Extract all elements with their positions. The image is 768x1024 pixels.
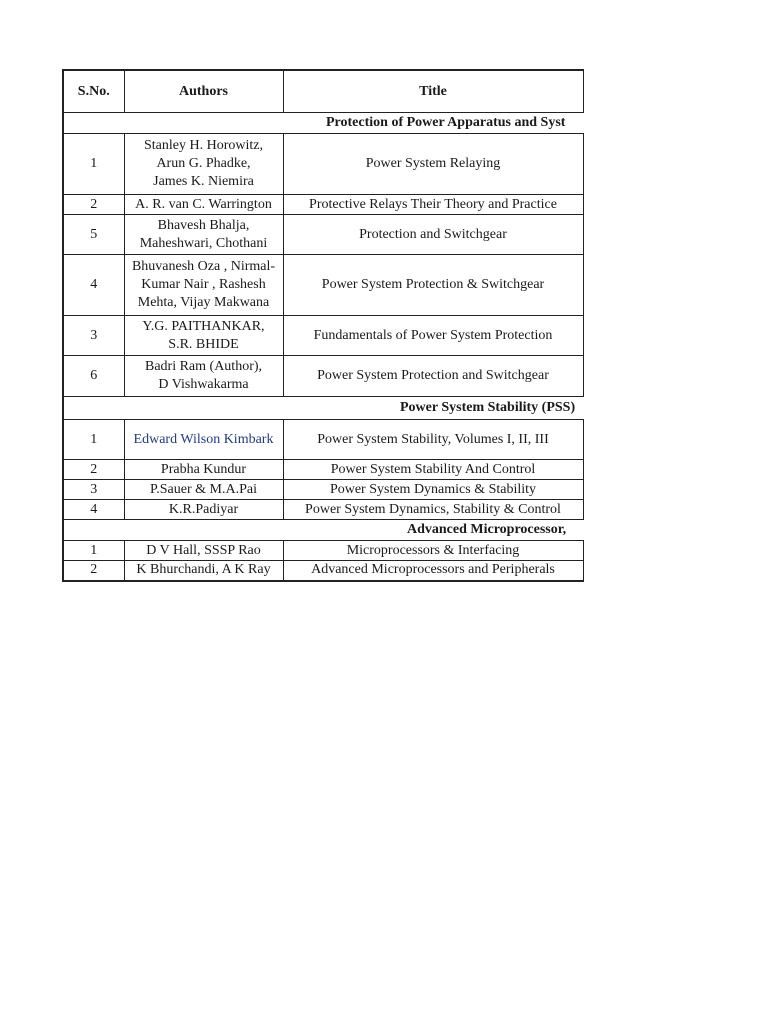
- header-authors: Authors: [124, 70, 283, 113]
- cell-sno: 4: [63, 255, 124, 316]
- cell-authors: Badri Ram (Author), D Vishwakarma: [124, 356, 283, 397]
- cell-extra: [583, 500, 584, 520]
- section-title: Power System Stability (PSS): [63, 397, 584, 420]
- cell-title: Power System Stability, Volumes I, II, III: [283, 420, 583, 460]
- cell-sno: 3: [63, 316, 124, 356]
- table-row: [63, 460, 584, 480]
- table-row: [63, 541, 584, 561]
- cell-title: Protective Relays Their Theory and Practice: [283, 195, 583, 215]
- cell-extra: [583, 561, 584, 581]
- cell-title: Power System Protection and Switchgear: [283, 356, 583, 397]
- table-row: [63, 356, 584, 397]
- cell-sno: 1: [63, 134, 124, 195]
- section-title: Advanced Microprocessor,: [63, 520, 584, 541]
- cell-title: Power System Dynamics & Stability: [283, 480, 583, 500]
- table-row: [63, 316, 584, 356]
- cell-sno: 6: [63, 356, 124, 397]
- cell-extra: [583, 316, 584, 356]
- cell-authors: K Bhurchandi, A K Ray: [124, 561, 283, 581]
- cell-authors: A. R. van C. Warrington: [124, 195, 283, 215]
- table-row: [63, 195, 584, 215]
- cell-authors: Edward Wilson Kimbark: [124, 420, 283, 460]
- cell-authors: Y.G. PAITHANKAR, S.R. BHIDE: [124, 316, 283, 356]
- cell-authors: Stanley H. Horowitz, Arun G. Phadke, James K. Niemira: [124, 134, 283, 195]
- cell-title: Microprocessors & Interfacing: [283, 541, 583, 561]
- section-title: Protection of Power Apparatus and Syst: [63, 113, 584, 134]
- cell-authors: Bhavesh Bhalja, Maheshwari, Chothani: [124, 215, 283, 255]
- section-row: [63, 397, 584, 420]
- header-sno: S.No.: [63, 70, 124, 113]
- cell-sno: 2: [63, 195, 124, 215]
- cell-authors: Bhuvanesh Oza , Nirmal- Kumar Nair , Rashesh Mehta, Vijay Makwana: [124, 255, 283, 316]
- cell-title: Fundamentals of Power System Protection: [283, 316, 583, 356]
- cell-sno: 5: [63, 215, 124, 255]
- cell-authors: D V Hall, SSSP Rao: [124, 541, 283, 561]
- header-title: Title: [283, 70, 583, 113]
- table-row: [63, 215, 584, 255]
- table-row: [63, 561, 584, 581]
- cell-extra: [583, 460, 584, 480]
- table-row: [63, 420, 584, 460]
- cell-sno: 1: [63, 541, 124, 561]
- cell-title: Advanced Microprocessors and Peripherals: [283, 561, 583, 581]
- section-row: [63, 113, 584, 134]
- cell-title: Power System Relaying: [283, 134, 583, 195]
- header-extra: [583, 70, 584, 113]
- book-table: [62, 69, 584, 582]
- table-row: [63, 255, 584, 316]
- cell-title: Power System Stability And Control: [283, 460, 583, 480]
- table-row: [63, 480, 584, 500]
- cell-extra: [583, 356, 584, 397]
- cell-extra: [583, 134, 584, 195]
- cell-authors: P.Sauer & M.A.Pai: [124, 480, 283, 500]
- table-row: [63, 500, 584, 520]
- cell-title: Power System Protection & Switchgear: [283, 255, 583, 316]
- cell-extra: [583, 541, 584, 561]
- header-row: [63, 70, 584, 113]
- cell-authors: K.R.Padiyar: [124, 500, 283, 520]
- cell-extra: [583, 420, 584, 460]
- cell-title: Protection and Switchgear: [283, 215, 583, 255]
- cell-extra: [583, 255, 584, 316]
- section-row: [63, 520, 584, 541]
- cell-authors: Prabha Kundur: [124, 460, 283, 480]
- cell-sno: 1: [63, 420, 124, 460]
- cell-sno: 2: [63, 460, 124, 480]
- cell-sno: 3: [63, 480, 124, 500]
- cell-extra: [583, 195, 584, 215]
- cell-sno: 2: [63, 561, 124, 581]
- table-row: [63, 134, 584, 195]
- book-table-viewport: [62, 69, 584, 582]
- cell-title: Power System Dynamics, Stability & Control: [283, 500, 583, 520]
- cell-extra: [583, 480, 584, 500]
- cell-sno: 4: [63, 500, 124, 520]
- cell-extra: [583, 215, 584, 255]
